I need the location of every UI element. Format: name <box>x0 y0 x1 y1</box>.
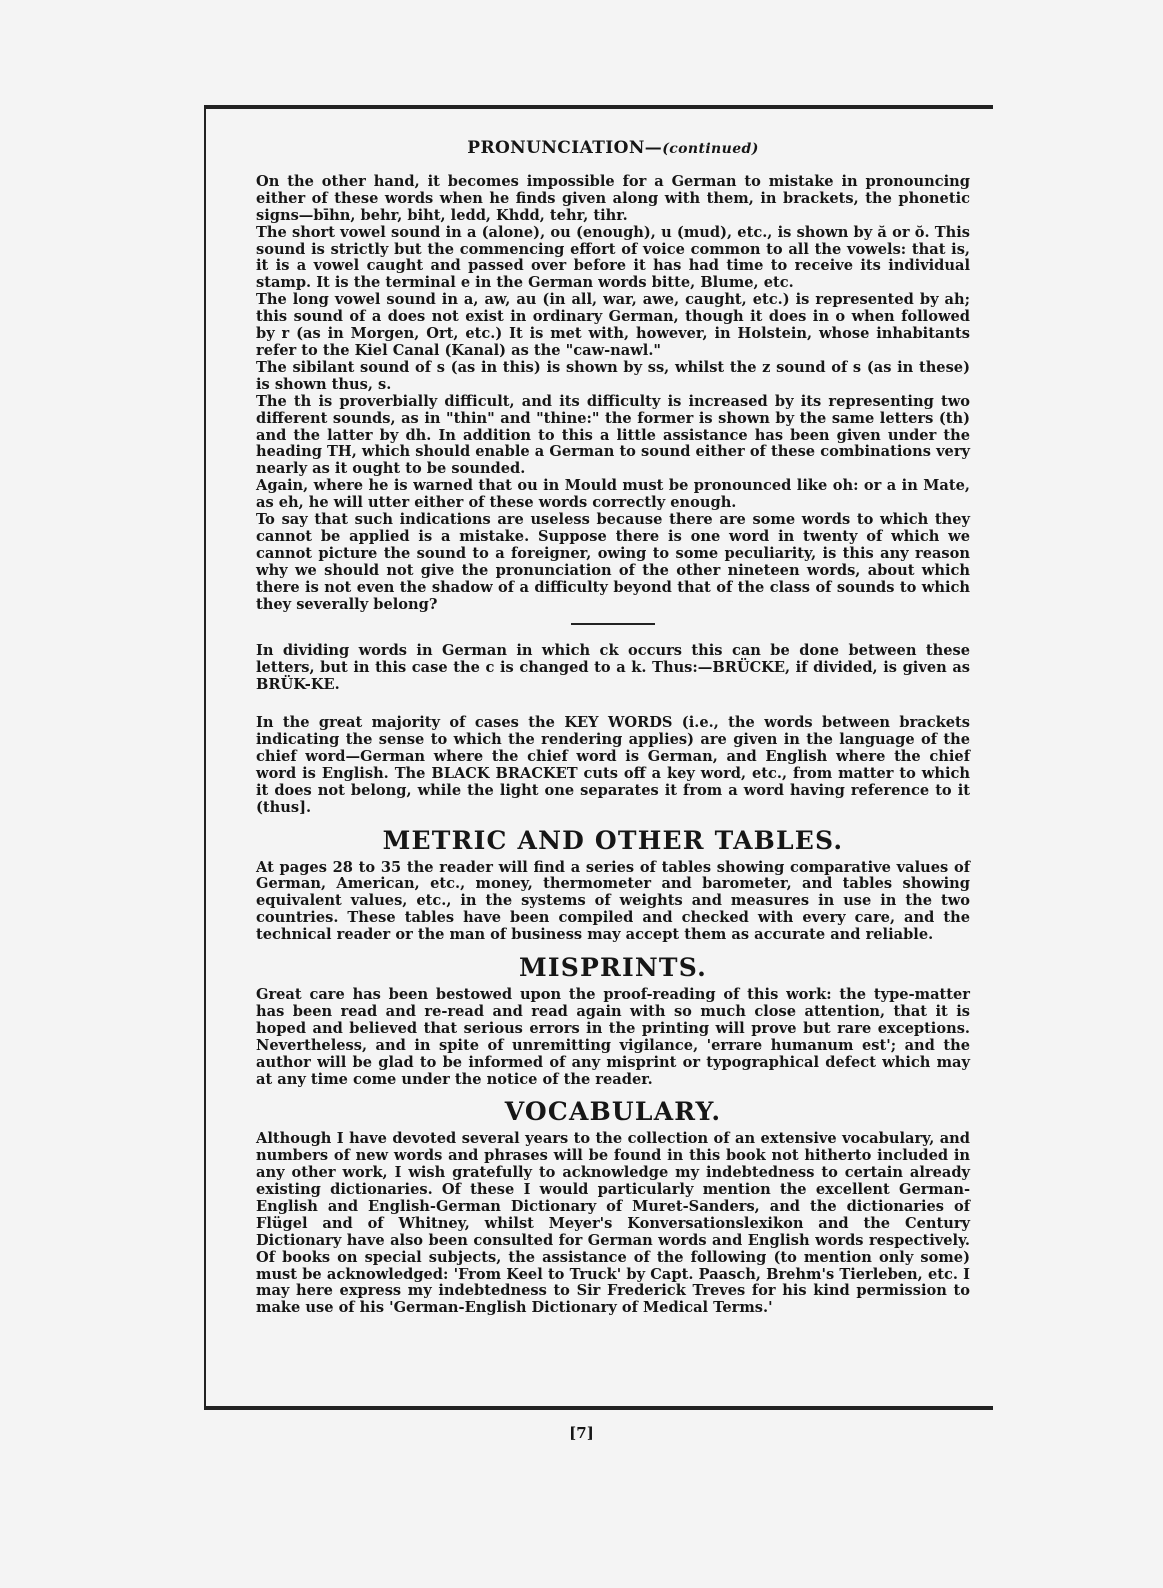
running-head: PRONUNCIATION—(continued) <box>467 138 759 158</box>
spacer <box>256 694 970 715</box>
pronunciation-paragraph: The sibilant sound of s (as in this) is shown by ss, whilst the z sound of s (as in these) is shown thus, s. <box>256 358 970 393</box>
section-text: Although I have devoted several years to the collection of an extensive vocabulary, and numbers of new words and phrases will be found in this book not hitherto included in any other work, I wish gratefully to acknowledge my indebtedness to certain already existing dictionaries. Of these I would particularly mention the excellent German-English and English-German Dictionary of Muret-Sanders, and the dictionaries of Flügel and of Whitney, whilst Meyer's Konversationslexikon and the Century Dictionary have also been consulted for German words and English words respectively. Of books on special subjects, the assistance of the following (to mention only some) must be acknowledged: 'From Keel to Truck' by Capt. Paasch, Brehm's Tierleben, etc. I may here express my indebtedness to Sir Frederick Treves for his kind permission to make use of his 'German-English Dictionary of Medical Terms.' <box>256 1130 970 1317</box>
section-heading: METRIC AND OTHER TABLES. <box>382 825 844 855</box>
misprints-section <box>256 953 970 1088</box>
pronunciation-paragraph: The long vowel sound in a, aw, au (in all, war, awe, caught, etc.) is represented by ah; this sound of a does not exist in ordinary German, though it does in o when followed by r (as in Morgen, Ort, etc.) It is met with, however, in Holstein, whose inhabitants refer to the Kiel Canal (Kanal) as the "caw-nawl." <box>256 291 970 359</box>
key-words-note: In the great majority of cases the KEY WORDS (i.e., the words between brackets indicating the sense to which the rendering applies) are given in the language of the chief word—German where the chief word is German, and English where the chief word is English. The BLACK BRACKET cuts off a key word, etc., from matter to which it does not belong, while the light one separates it from a word having reference to it (thus]. <box>256 714 970 816</box>
pronunciation-paragraph: On the other hand, it becomes impossible for a German to mistake in pronouncing either of these words when he finds given along with them, in brackets, the phonetic signs—bīhn, behr, biht, ledd, Khdd, tehr, tihr. <box>256 172 970 224</box>
pronunciation-paragraph: The th is proverbially difficult, and its difficulty is increased by its representing two different sounds, as in "thin" and "thine:" the former is shown by the same letters (th) and the latter by dh. In addition to this a little assistance has been given under the heading TH, which should enable a German to sound either of these combinations very nearly as it ought to be sounded. <box>256 392 970 478</box>
metric-tables-section <box>256 825 970 944</box>
running-head-continued: (continued) <box>662 141 759 157</box>
section-heading: VOCABULARY. <box>504 1097 722 1127</box>
page-body <box>256 140 970 1317</box>
section-text: Great care has been bestowed upon the proof-reading of this work: the type-matter has been read and re-read and read again with so much close attention, that it is hoped and believed that serious errors in the printing will prove but rare exceptions. Nevertheless, and in spite of unremitting vigilance, 'errare humanum est'; and the author will be glad to be informed of any misprint or typographical defect which may at any time come under the notice of the reader. <box>256 985 970 1088</box>
dividing-words-note: In dividing words in German in which ck occurs this can be done between these letters, but in this case the c is changed to a k. Thus:—BRÜCKE, if divided, is given as BRÜK-KE. <box>256 642 970 694</box>
vocabulary-section <box>256 1097 970 1317</box>
pronunciation-paragraph: To say that such indications are useless because there are some words to which they cannot be applied is a mistake. Suppose there is one word in twenty of which we cannot picture the sound to a foreigner, owing to some peculiarity, is this any reason why we should not give the pronunciation of the other nineteen words, about which there is not even the shadow of a difficulty beyond that of the class of sounds to which they severally belong? <box>256 511 970 613</box>
section-text: At pages 28 to 35 the reader will find a series of tables showing comparative values of German, American, etc., money, thermometer and barometer, and tables showing equivalent values, etc., in the systems of weights and measures in use in the two countries. These tables have been compiled and checked with every care, and the technical reader or the man of business may accept them as accurate and reliable. <box>256 858 970 944</box>
page-number: [7] <box>569 1424 594 1442</box>
pronunciation-paragraph: The short vowel sound in a (alone), ou (enough), u (mud), etc., is shown by ă or ŏ. This sound is strictly but the commencing effort of voice common to all the vowels: that is, it is a vowel caught and passed over before it has had time to receive its individual stamp. It is the terminal e in the German words bitte, Blume, etc. <box>256 223 970 292</box>
section-heading: MISPRINTS. <box>518 953 707 983</box>
section-divider-rule <box>571 623 655 625</box>
pronunciation-paragraph: Again, where he is warned that ou in Mould must be pronounced like oh: or a in Mate, as eh, he will utter either of these words correctly enough. <box>256 477 970 512</box>
